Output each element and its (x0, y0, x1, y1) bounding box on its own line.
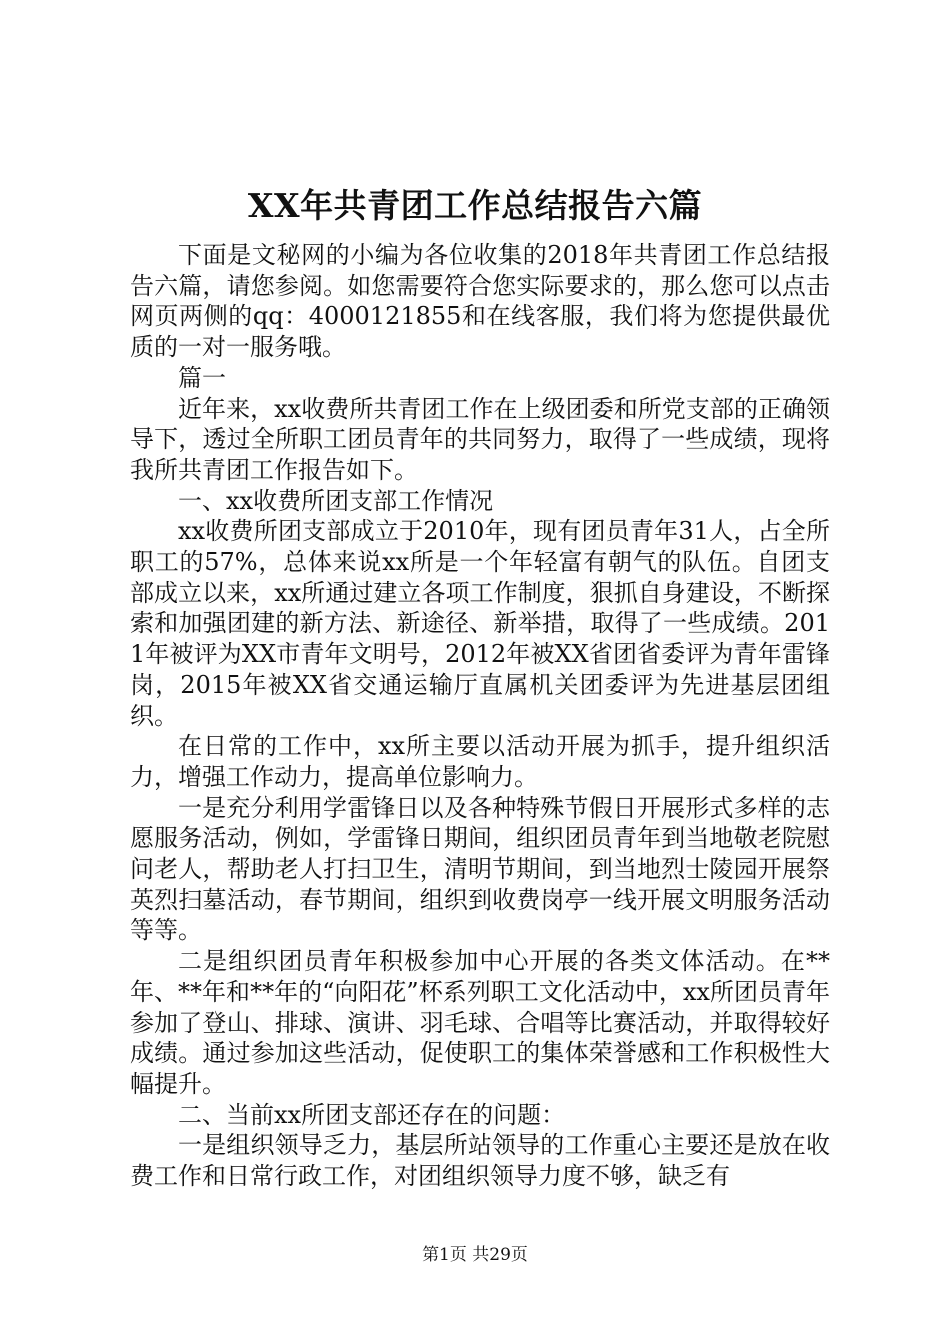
paragraph-section-label: 篇一 (178, 363, 226, 392)
paragraph-branch-history: xx收费所团支部成立于2010年，现有团员青年31人，占全所职工的57%，总体来说xx所是一个年轻富有朝气的队伍。自团支部成立以来，xx所通过建立各项工作制度，狠抓自身建设，不断探索和加强团建的新方法、新途径、新举措，取得了一些成绩。2011年被评为XX市青年文明号，2012年被XX省团省委评为青年雷锋岗，2015年被XX省交通运输厅直属机关团委评为先进基层团组织。 (130, 517, 830, 730)
paragraph-overview: 近年来，xx收费所共青团工作在上级团委和所党支部的正确领导下，透过全所职工团员青年的共同努力，取得了一些成绩，现将我所共青团工作报告如下。 (130, 394, 830, 484)
document-body (130, 240, 830, 1192)
heading-section-two: 二、当前xx所团支部还存在的问题： (178, 1100, 566, 1129)
paragraph-cultural-activities: 二是组织团员青年积极参加中心开展的各类文体活动。在**年、**年和**年的“向阳花”杯系列职工文化活动中，xx所团员青年参加了登山、排球、演讲、羽毛球、合唱等比赛活动，并取得较好成绩。通过参加这些活动，促使职工的集体荣誉感和工作积极性大幅提升。 (130, 947, 830, 1098)
page-footer: 第1页 共29页 (422, 1245, 528, 1265)
paragraph-volunteer-activities: 一是充分利用学雷锋日以及各种特殊节假日开展形式多样的志愿服务活动，例如，学雷锋日期间，组织团员青年到当地敬老院慰问老人，帮助老人打扫卫生，清明节期间，到当地烈士陵园开展祭英烈扫墓活动，春节期间，组织到收费岗亭一线开展文明服务活动等等。 (130, 793, 830, 945)
paragraph-intro: 下面是文秘网的小编为各位收集的2018年共青团工作总结报告六篇，请您参阅。如您需要符合您实际要求的，那么您可以点击网页两侧的qq：4000121855和在线客服，我们将为您提供最优质的一对一服务哦。 (130, 241, 830, 362)
paragraph-daily-work: 在日常的工作中，xx所主要以活动开展为抓手，提升组织活力，增强工作动力，提高单位影响力。 (130, 732, 830, 791)
heading-section-one: 一、xx收费所团支部工作情况 (178, 486, 494, 515)
document-title: XX年共青团工作总结报告六篇 (247, 186, 703, 225)
paragraph-problems: 一是组织领导乏力，基层所站领导的工作重心主要还是放在收费工作和日常行政工作，对团组织领导力度不够，缺乏有 (130, 1131, 830, 1191)
